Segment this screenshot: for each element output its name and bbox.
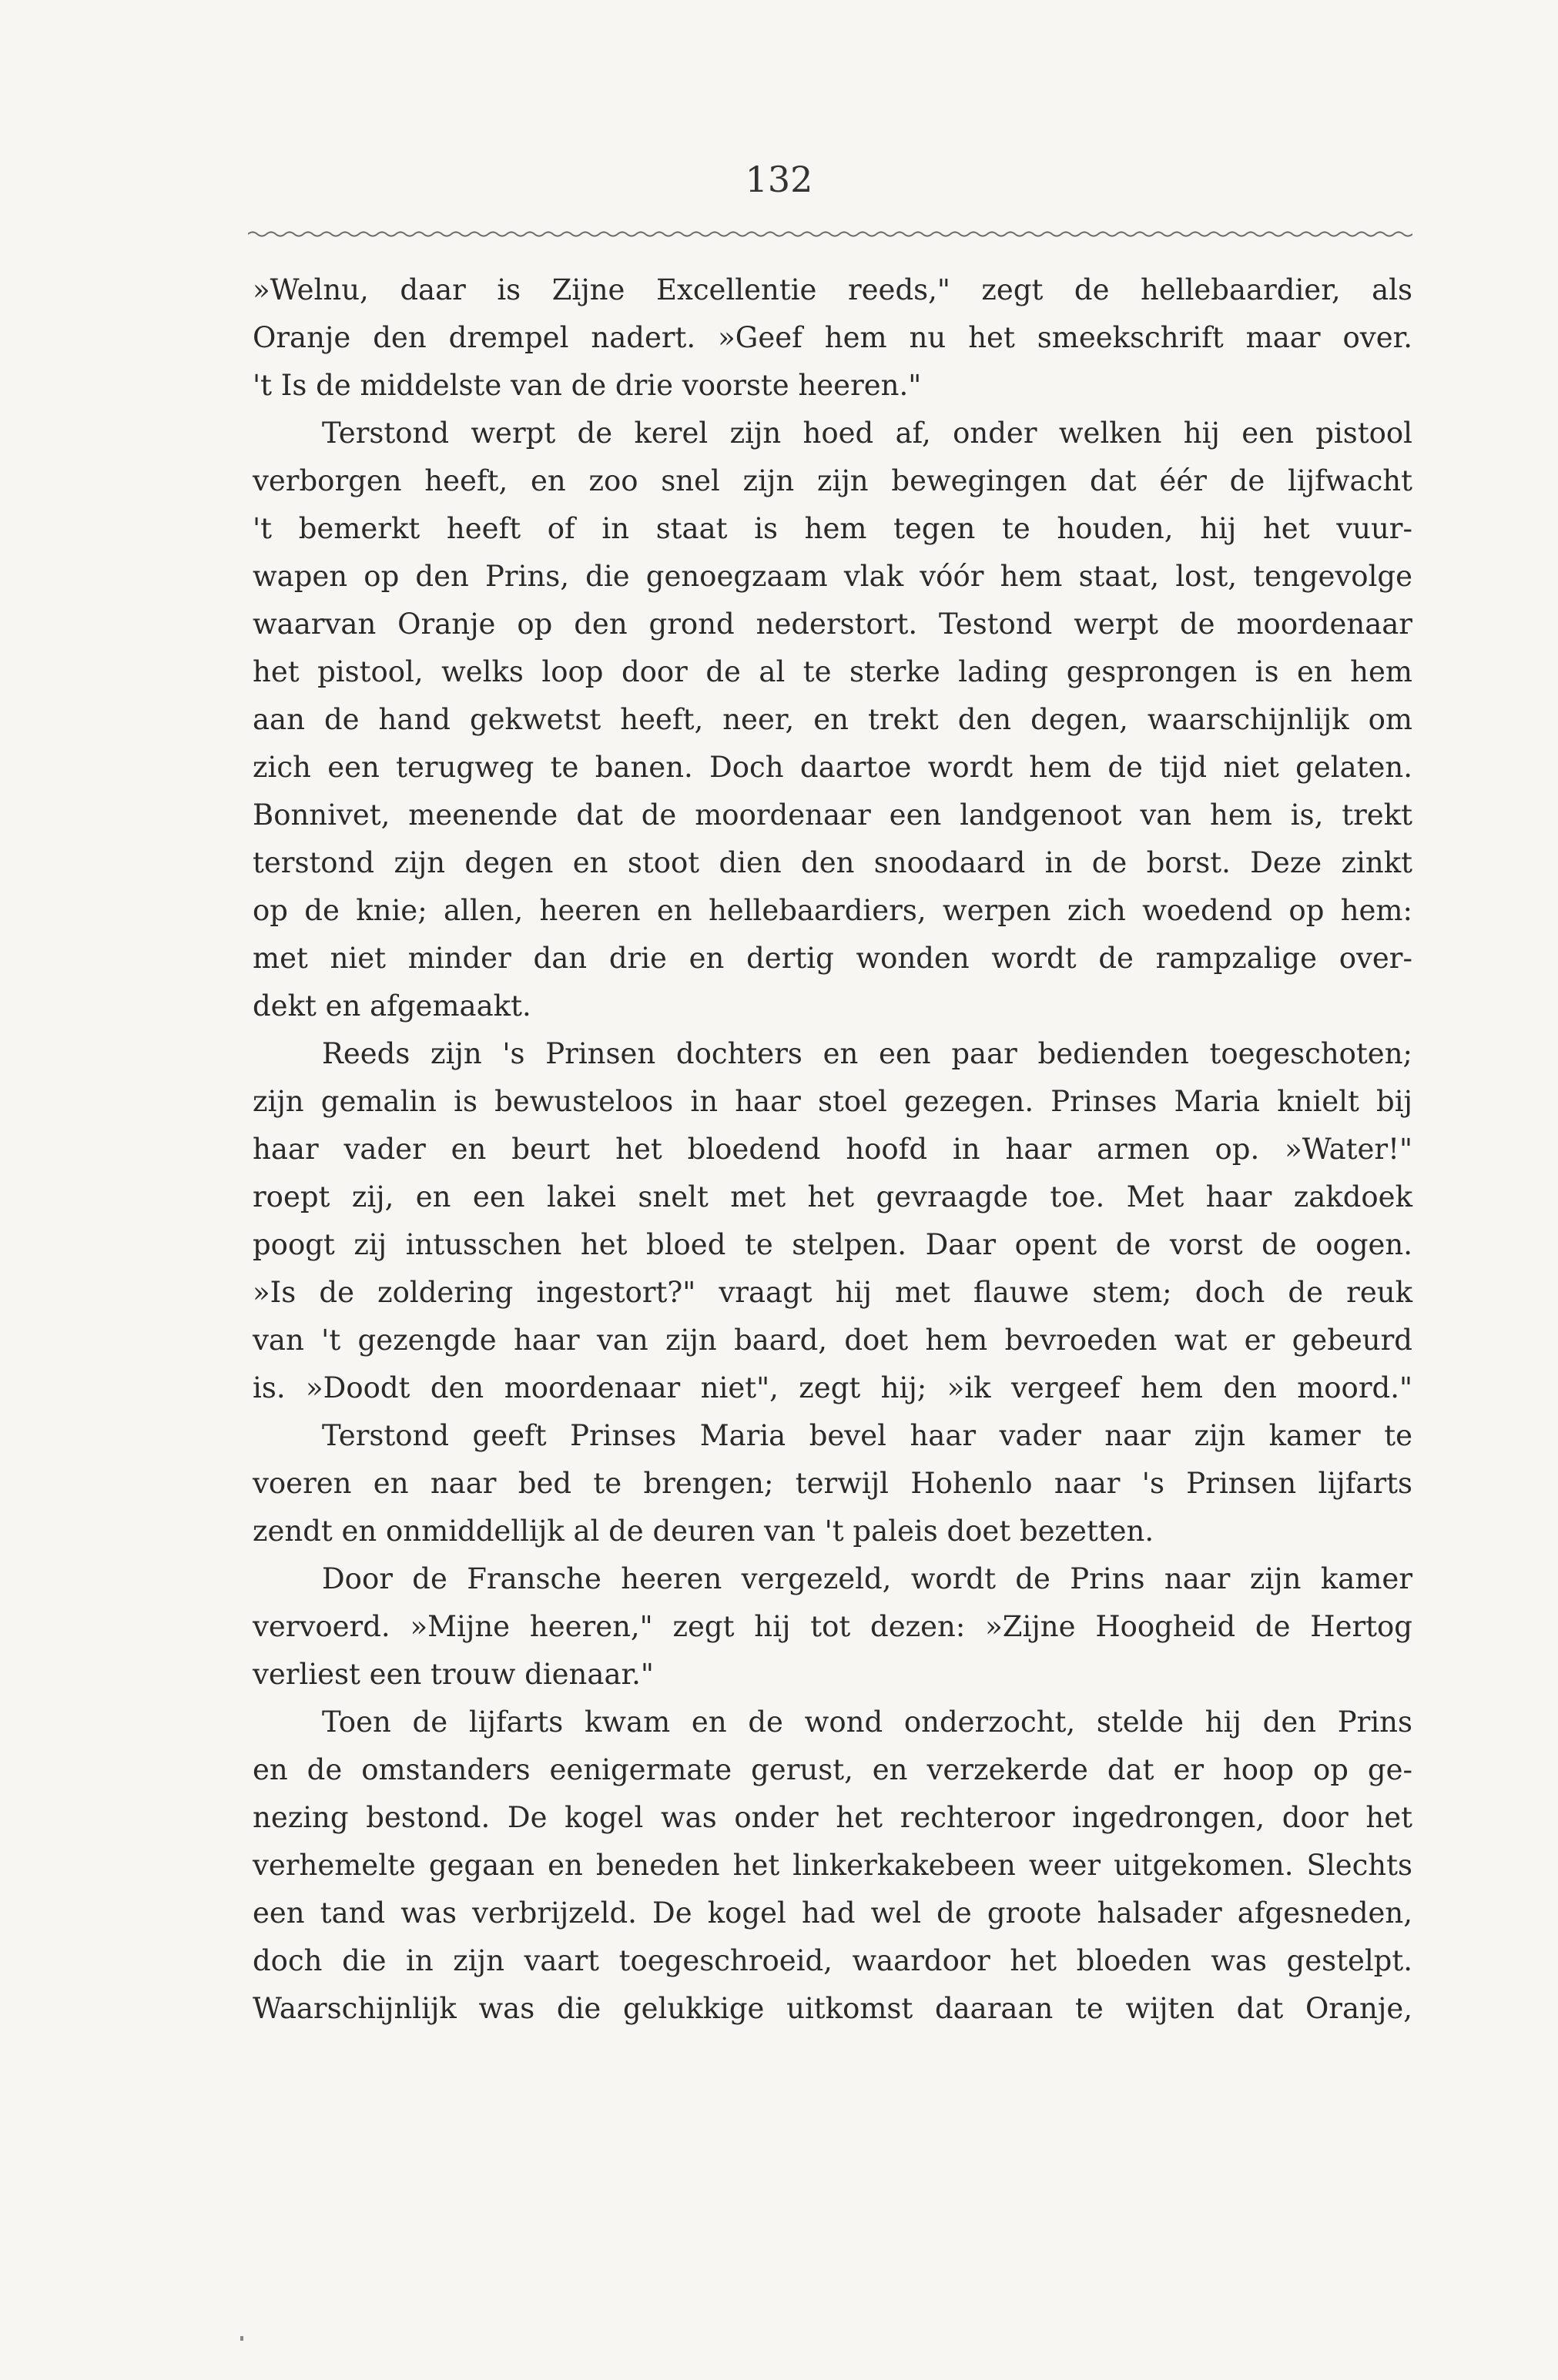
text-line: aan de hand gekwetst heeft, neer, en trekt den degen, waarschijnlijk om: [253, 703, 1412, 736]
page-number: 132: [745, 159, 813, 200]
text-line: het pistool, welks loop door de al te sterke lading gesprongen is en hem: [253, 655, 1412, 688]
text-line: Terstond geeft Prinses Maria bevel haar vader naar zijn kamer te: [322, 1419, 1412, 1452]
text-line: een tand was verbrijzeld. De kogel had wel de groote halsader afgesneden,: [253, 1896, 1412, 1930]
text-line: verborgen heeft, en zoo snel zijn zijn bewegingen dat éér de lijfwacht: [253, 464, 1412, 497]
text-line: vervoerd. »Mijne heeren," zegt hij tot dezen: »Zijne Hoogheid de Hertog: [253, 1610, 1412, 1643]
wavy-rule-ornament: [248, 225, 1412, 243]
text-line: Bonnivet, meenende dat de moordenaar een landgenoot van hem is, trekt: [253, 798, 1412, 832]
text-line: van 't gezengde haar van zijn baard, doet hem bevroeden wat er gebeurd: [253, 1324, 1412, 1357]
text-line: haar vader en beurt het bloedend hoofd in haar armen op. »Water!": [253, 1133, 1412, 1166]
text-line: Terstond werpt de kerel zijn hoed af, onder welken hij een pistool: [322, 417, 1412, 450]
text-line: »Is de zoldering ingestort?" vraagt hij met flauwe stem; doch de reuk: [253, 1276, 1412, 1309]
text-line: is. »Doodt den moordenaar niet", zegt hij; »ik vergeef hem den moord.": [253, 1371, 1412, 1404]
text-line: Door de Fransche heeren vergezeld, wordt de Prins naar zijn kamer: [322, 1562, 1412, 1595]
text-line: poogt zij intusschen het bloed te stelpen. Daar opent de vorst de oogen.: [253, 1228, 1412, 1261]
text-line: verliest een trouw dienaar.": [253, 1658, 654, 1691]
text-line: Reeds zijn 's Prinsen dochters en een paar bedienden toegeschoten;: [322, 1037, 1412, 1070]
text-line: »Welnu, daar is Zijne Excellentie reeds," zegt de hellebaardier, als: [253, 273, 1412, 306]
text-line: 't bemerkt heeft of in staat is hem tegen te houden, hij het vuur-: [253, 512, 1412, 545]
text-line: zijn gemalin is bewusteloos in haar stoel gezegen. Prinses Maria knielt bij: [253, 1085, 1412, 1118]
text-line: Oranje den drempel nadert. »Geef hem nu het smeekschrift maar over.: [253, 321, 1412, 354]
text-line: doch die in zijn vaart toegeschroeid, waardoor het bloeden was gestelpt.: [253, 1944, 1412, 1977]
text-line: wapen op den Prins, die genoegzaam vlak vóór hem staat, lost, tengevolge: [253, 560, 1412, 593]
body-text: [253, 266, 1412, 2033]
text-line: nezing bestond. De kogel was onder het rechteroor ingedrongen, door het: [253, 1801, 1412, 1834]
text-line: Waarschijnlijk was die gelukkige uitkomst daaraan te wijten dat Oranje,: [253, 1992, 1412, 2025]
text-line: met niet minder dan drie en dertig wonden wordt de rampzalige over-: [253, 942, 1412, 975]
text-line: dekt en afgemaakt.: [253, 989, 531, 1023]
text-line: voeren en naar bed te brengen; terwijl Hohenlo naar 's Prinsen lijfarts: [253, 1467, 1412, 1500]
text-line: roept zij, en een lakei snelt met het gevraagde toe. Met haar zakdoek: [253, 1180, 1412, 1213]
text-line: zendt en onmiddellijk al de deuren van 't paleis doet bezetten.: [253, 1515, 1154, 1548]
text-line: waarvan Oranje op den grond nederstort. Testond werpt de moordenaar: [253, 608, 1412, 641]
text-line: terstond zijn degen en stoot dien den snoodaard in de borst. Deze zinkt: [253, 846, 1412, 879]
text-line: verhemelte gegaan en beneden het linkerkakebeen weer uitgekomen. Slechts: [253, 1849, 1412, 1882]
text-line: op de knie; allen, heeren en hellebaardiers, werpen zich woedend op hem:: [253, 894, 1412, 927]
text-line: zich een terugweg te banen. Doch daartoe wordt hem de tijd niet gelaten.: [253, 751, 1412, 784]
text-line: 't Is de middelste van de drie voorste heeren.": [253, 369, 922, 402]
text-line: en de omstanders eenigermate gerust, en verzekerde dat er hoop op ge-: [253, 1753, 1412, 1786]
text-line: Toen de lijfarts kwam en de wond onderzocht, stelde hij den Prins: [322, 1705, 1412, 1739]
margin-dot: [240, 2336, 243, 2341]
